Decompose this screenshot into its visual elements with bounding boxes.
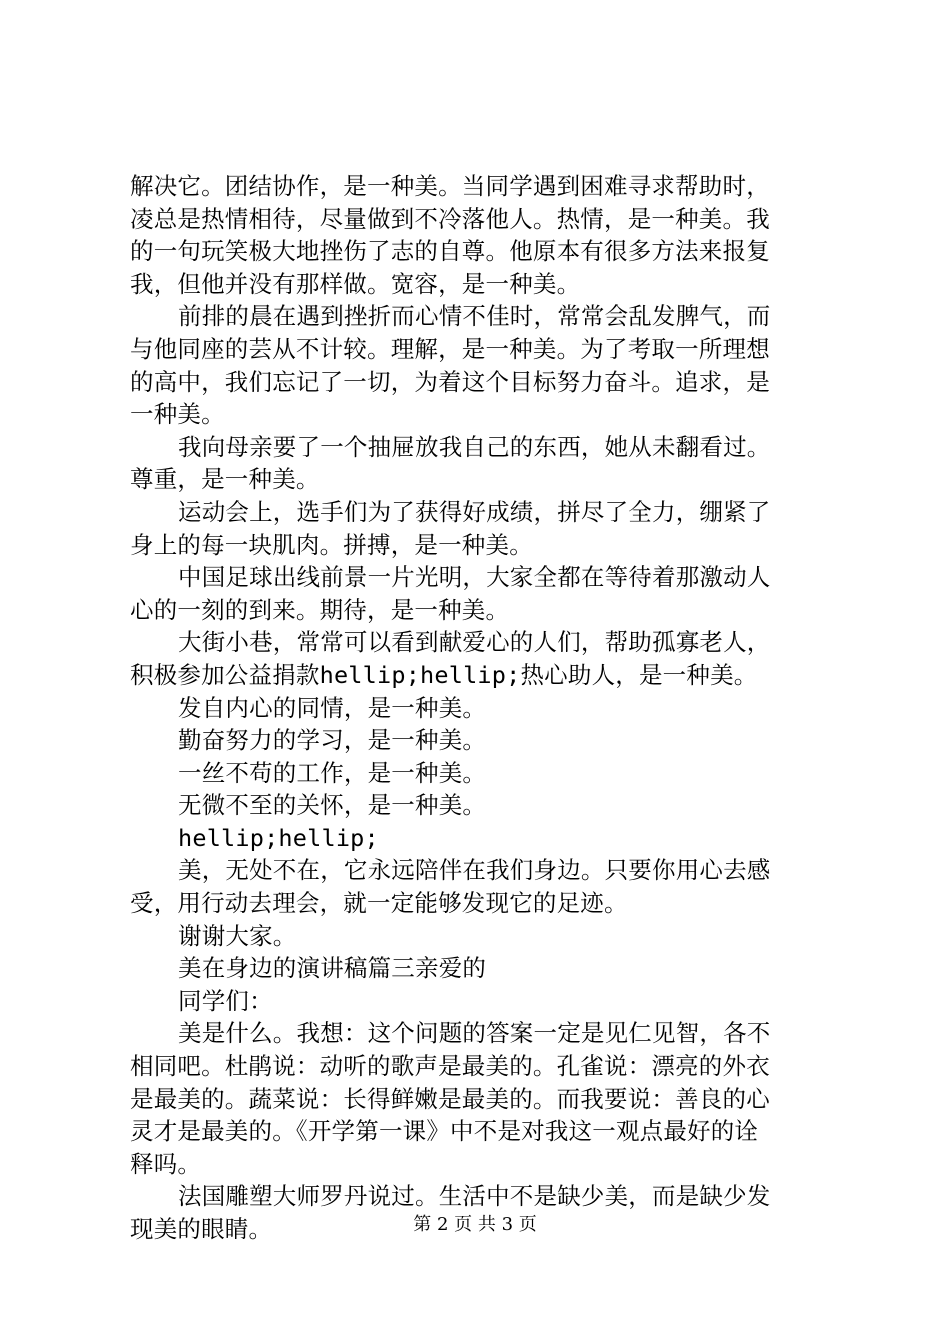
text-line: 的一句玩笑极大地挫伤了志的自尊。他原本有很多方法来报复 bbox=[130, 237, 770, 266]
text-line: 美在身边的演讲稿篇三亲爱的 bbox=[178, 954, 487, 983]
text-line: 中国足球出线前景一片光明，大家全都在等待着那激动人 bbox=[178, 563, 771, 592]
text-line: 美是什么。我想：这个问题的答案一定是见仁见智，各不 bbox=[178, 1019, 771, 1048]
text-line: 心的一刻的到来。期待，是一种美。 bbox=[130, 595, 510, 624]
text-line: 解决它。团结协作，是一种美。当同学遇到困难寻求帮助时， bbox=[130, 172, 770, 200]
text-line: 无微不至的关怀，是一种美。 bbox=[178, 791, 487, 820]
text-line: 与他同座的芸从不计较。理解，是一种美。为了考取一所理想 bbox=[130, 334, 770, 363]
text-line: 我，但他并没有那样做。宽容，是一种美。 bbox=[130, 269, 581, 298]
document-body bbox=[130, 170, 830, 1246]
text-line: 尊重，是一种美。 bbox=[130, 465, 320, 494]
text-line: 发自内心的同情，是一种美。 bbox=[178, 693, 487, 722]
text-line: 法国雕塑大师罗丹说过。生活中不是缺少美，而是缺少发 bbox=[178, 1182, 771, 1211]
text-line: 受，用行动去理会，就一定能够发现它的足迹。 bbox=[130, 889, 628, 918]
text-line: 同学们： bbox=[178, 986, 273, 1015]
text-line: 现美的眼睛。 bbox=[130, 1215, 273, 1243]
text-line: 释吗。 bbox=[130, 1149, 202, 1178]
text-line: 凌总是热情相待，尽量做到不冷落他人。热情，是一种美。我 bbox=[130, 204, 770, 233]
page-footer bbox=[0, 1213, 950, 1237]
text-line: 身上的每一块肌肉。拼搏，是一种美。 bbox=[130, 530, 533, 559]
text-line: 一丝不苟的工作，是一种美。 bbox=[178, 758, 487, 787]
text-line: 大街小巷，常常可以看到献爱心的人们，帮助孤寡老人， bbox=[178, 628, 771, 657]
text-line: 一种美。 bbox=[130, 400, 225, 429]
page-number: 第 2 页 共 3 页 bbox=[413, 1214, 537, 1235]
text-line: 美，无处不在，它永远陪伴在我们身边。只要你用心去感 bbox=[178, 856, 771, 885]
text-line: hellip;hellip; bbox=[178, 823, 379, 852]
text-line: 灵才是最美的。《开学第一课》中不是对我这一观点最好的诠 bbox=[130, 1117, 759, 1146]
text-line: 积极参加公益捐款hellip;hellip;热心助人，是一种美。 bbox=[130, 660, 758, 689]
text-line: 勤奋努力的学习，是一种美。 bbox=[178, 726, 487, 755]
text-line: 运动会上，选手们为了获得好成绩，拼尽了全力，绷紧了 bbox=[178, 497, 771, 526]
text-line: 的高中，我们忘记了一切，为着这个目标努力奋斗。追求，是 bbox=[130, 367, 770, 396]
text-line: 前排的晨在遇到挫折而心情不佳时，常常会乱发脾气，而 bbox=[178, 302, 771, 331]
text-line: 我向母亲要了一个抽屉放我自己的东西，她从未翻看过。 bbox=[178, 432, 771, 461]
text-line: 谢谢大家。 bbox=[178, 921, 297, 950]
text-line: 是最美的。蔬菜说：长得鲜嫩是最美的。而我要说：善良的心 bbox=[130, 1084, 770, 1113]
text-line: 相同吧。杜鹃说：动听的歌声是最美的。孔雀说：漂亮的外衣 bbox=[130, 1052, 770, 1081]
